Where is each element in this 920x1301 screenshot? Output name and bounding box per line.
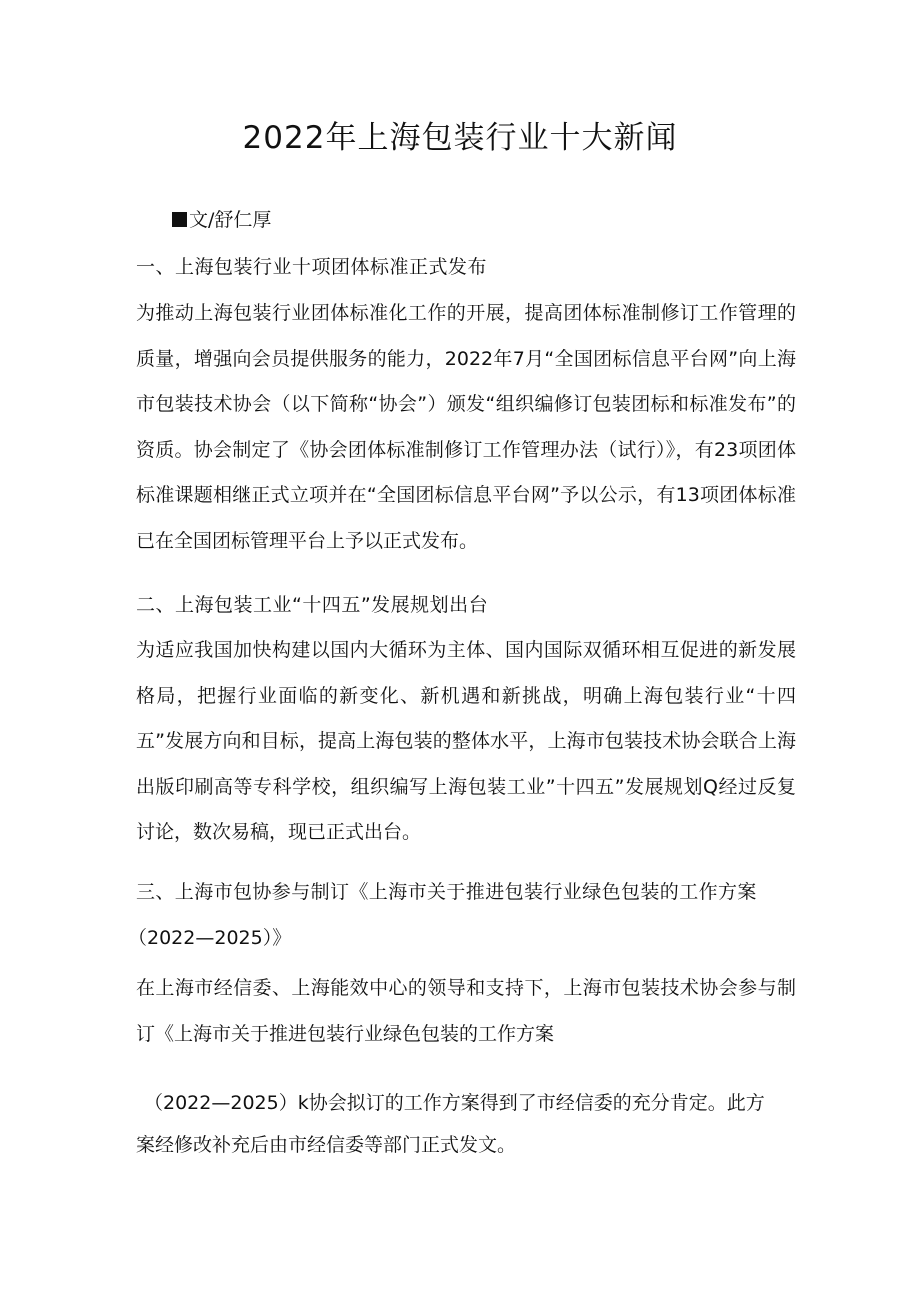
section-2-body: 为适应我国加快构建以国内大循环为主体、国内国际双循环相互促进的新发展格局，把握行业面临的新变化、新机遇和新挑战，明确上海包装行业“十四五”发展方向和目标，提高上海包装的整体水平，上海市包装技术协会联合上海出版印刷高等专科学校，组织编写上海包装工业”十四五”发展规划Q经过反复讨论，数次易稿，现已正式出台。 [136, 639, 796, 844]
section-2-heading: 二、上海包装工业“十四五”发展规划出台 [136, 594, 489, 616]
section-3-body-2-line-2: 案经修改补充后由市经信委等部门正式发文。 [136, 1134, 517, 1156]
author-text: 文/舒仁厚 [189, 209, 272, 231]
author-line [172, 205, 271, 232]
section-1-heading: 一、上海包装行业十项团体标准正式发布 [136, 256, 488, 278]
section-3-heading-line-2: （2022—2025）》 [128, 927, 292, 949]
section-3-body-1: 在上海市经信委、上海能效中心的领导和支持下，上海市包装技术协会参与制订《上海市关于推进包装行业绿色包装的工作方案 [136, 977, 796, 1045]
black-square-icon [172, 212, 187, 227]
section-1-body: 为推动上海包装行业团体标准化工作的开展，提高团体标准制修订工作管理的质量，增强向会员提供服务的能力，2022年7月“全国团标信息平台网”向上海市包装技术协会（以下简称“协会”）颁发“组织编修订包装团标和标准发布”的资质。协会制定了《协会团体标准制修订工作管理办法（试行）》，有23项团体标准课题相继正式立项并在“全国团标信息平台网”予以公示，有13项团体标准已在全国团标管理平台上予以正式发布。 [136, 302, 796, 552]
document-title: 2022年上海包装行业十大新闻 [242, 120, 678, 156]
section-3-heading-line-1: 三、上海市包协参与制订《上海市关于推进包装行业绿色包装的工作方案 [136, 881, 757, 903]
section-3-body-2-line-1: （2022—2025）k协会拟订的工作方案得到了市经信委的充分肯定。此方 [144, 1092, 765, 1114]
